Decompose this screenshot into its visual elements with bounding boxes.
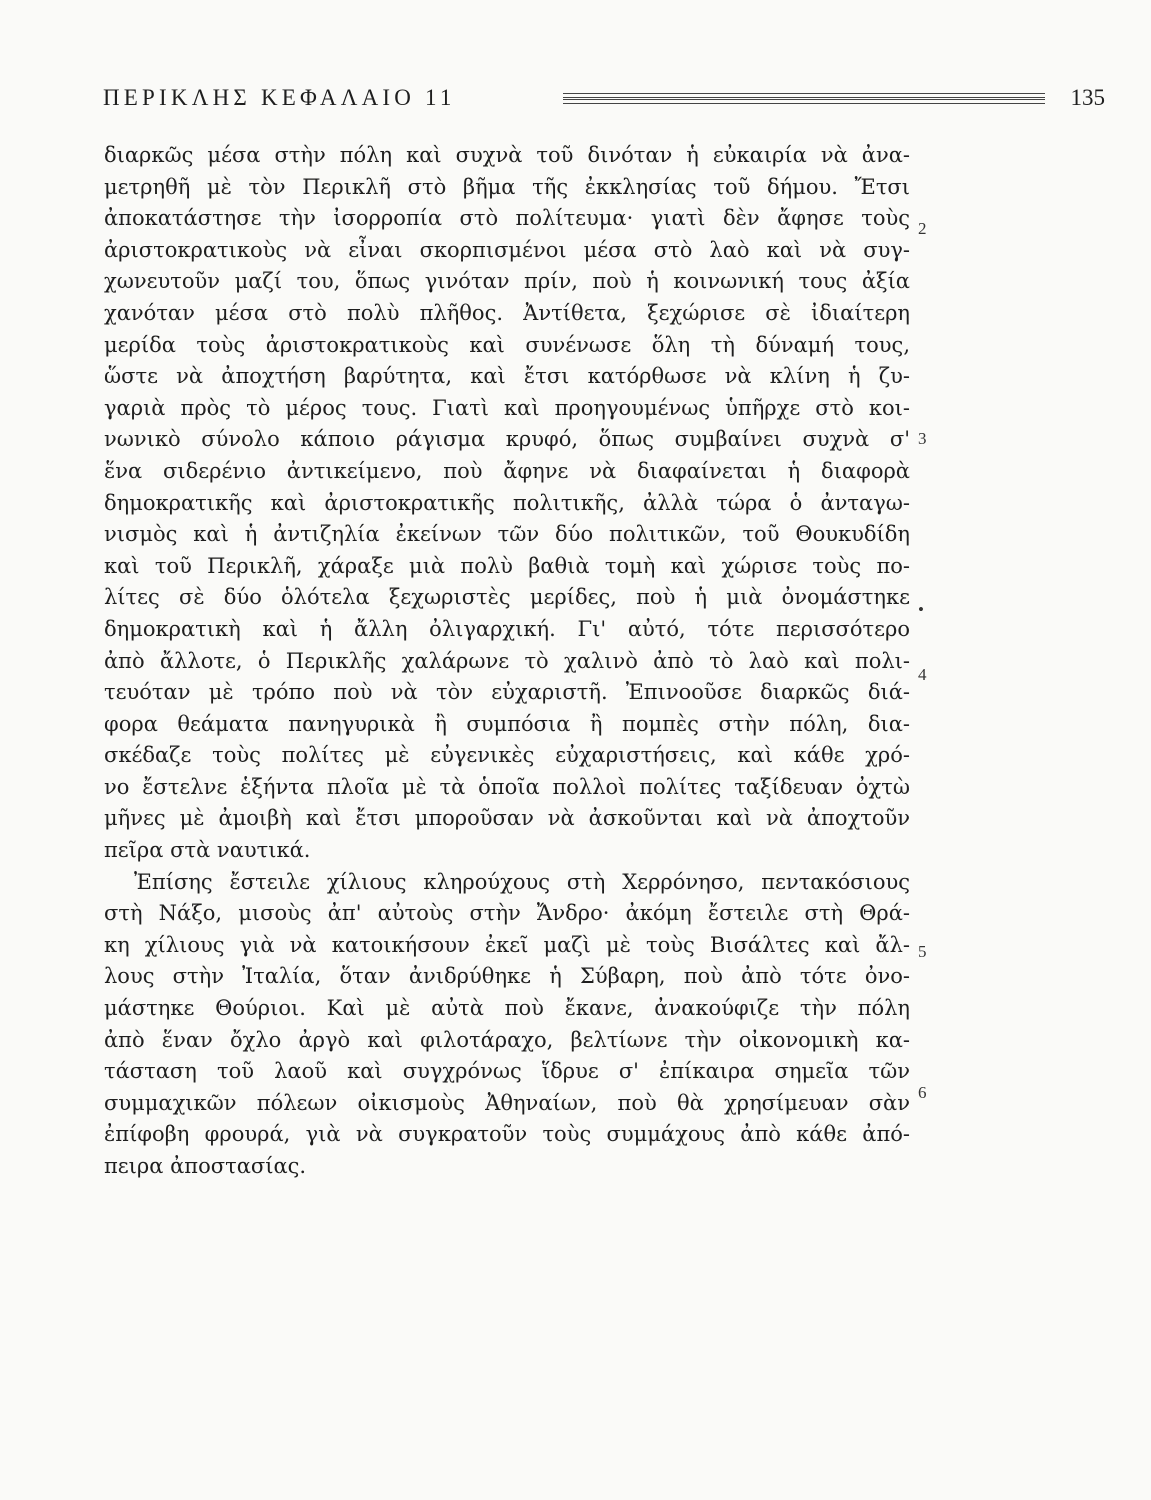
text-line: ἐπίφοβη φρουρά, γιὰ νὰ συγκρατοῦν τοὺς συμμάχους ἀπὸ κάθε ἀπό- [104, 1122, 910, 1147]
header-rule [563, 93, 1045, 98]
text-line: διαρκῶς μέσα στὴν πόλη καὶ συχνὰ τοῦ δινόταν ἡ εὐκαιρία νὰ ἀνα- [104, 143, 910, 167]
text-line: νισμὸς καὶ ἡ ἀντιζηλία ἐκείνων τῶν δύο πολιτικῶν, τοῦ Θουκυδίδη [104, 522, 910, 547]
text-line: τευόταν μὲ τρόπο ποὺ νὰ τὸν εὐχαριστῆ. Ἐπινοοῦσε διαρκῶς διά- [104, 680, 910, 705]
text-line: νωνικὸ σύνολο κάποιο ράγισμα κρυφό, ὅπως συμβαίνει συχνὰ σ' [104, 427, 910, 452]
running-title: ΠΕΡΙΚΛΗΣ ΚΕΦΑΛΑΙΟ 11 [103, 85, 456, 110]
text-line: κη χίλιους γιὰ νὰ κατοικήσουν ἐκεῖ μαζὶ μὲ τοὺς Βισάλτες καὶ ἄλ- [104, 932, 910, 957]
section-marker: 6 [918, 1083, 927, 1102]
text-line: φορα θεάματα πανηγυρικὰ ἢ συμπόσια ἢ πομπὲς στὴν πόλη, δια- [104, 711, 910, 736]
text-line: μετρηθῆ μὲ τὸν Περικλῆ στὸ βῆμα τῆς ἐκκλησίας τοῦ δήμου. Ἔτσι [104, 174, 910, 199]
text-line: δημοκρατικῆς καὶ ἀριστοκρατικῆς πολιτικῆς, ἀλλὰ τώρα ὁ ἀνταγω- [104, 490, 910, 515]
running-header [103, 82, 1103, 118]
text-line: Ἐπίσης ἔστειλε χίλιους κληρούχους στὴ Χερρόνησο, πεντακόσιους [134, 869, 910, 894]
text-line: συμμαχικῶν πόλεων οἰκισμοὺς Ἀθηναίων, ποὺ θὰ χρησίμευαν σὰν [104, 1090, 910, 1115]
text-line: ὥστε νὰ ἀποχτήση βαρύτητα, καὶ ἔτσι κατόρθωσε νὰ κλίνη ἡ ζυ- [104, 364, 910, 389]
text-line: μερίδα τοὺς ἀριστοκρατικοὺς καὶ συνένωσε ὅλη τὴ δύναμή τους, [104, 332, 910, 357]
text-line: ἕνα σιδερένιο ἀντικείμενο, ποὺ ἄφηνε νὰ διαφαίνεται ἡ διαφορὰ [104, 458, 910, 483]
page-number: 135 [1070, 85, 1105, 110]
text-line: τάσταση τοῦ λαοῦ καὶ συγχρόνως ἵδρυε σ' ἐπίκαιρα σημεῖα τῶν [104, 1059, 910, 1084]
text-line: ἀποκατάστησε τὴν ἰσορροπία στὸ πολίτευμα· γιατὶ δὲν ἄφησε τοὺς [104, 206, 910, 231]
section-marker: 5 [918, 942, 927, 961]
text-line: χωνευτοῦν μαζί του, ὅπως γινόταν πρίν, ποὺ ἡ κοινωνική τους ἀξία [104, 269, 910, 294]
text-line: ἀπὸ ἕναν ὄχλο ἀργὸ καὶ φιλοτάραχο, βελτίωνε τὴν οἰκονομικὴ κα- [104, 1027, 910, 1052]
section-marker: 3 [918, 429, 927, 448]
section-marker: • [918, 600, 924, 619]
text-line: ἀπὸ ἄλλοτε, ὁ Περικλῆς χαλάρωνε τὸ χαλινὸ ἀπὸ τὸ λαὸ καὶ πολι- [104, 648, 910, 673]
section-marker: 4 [918, 665, 927, 684]
text-line: γαριὰ πρὸς τὸ μέρος τους. Γιατὶ καὶ προηγουμένως ὑπῆρχε στὸ κοι- [104, 395, 910, 420]
section-marker: 2 [918, 219, 927, 238]
text-line: στὴ Νάξο, μισοὺς ἀπ' αὐτοὺς στὴν Ἄνδρο· ἀκόμη ἔστειλε στὴ Θρά- [104, 901, 910, 926]
text-line: καὶ τοῦ Περικλῆ, χάραξε μιὰ πολὺ βαθιὰ τομὴ καὶ χώρισε τοὺς πο- [104, 553, 910, 578]
body-text [104, 140, 910, 1183]
text-line: σκέδαζε τοὺς πολίτες μὲ εὐγενικὲς εὐχαριστήσεις, καὶ κάθε χρό- [104, 743, 910, 768]
text-line: πεῖρα στὰ ναυτικά. [104, 838, 311, 863]
text-line: μάστηκε Θούριοι. Καὶ μὲ αὐτὰ ποὺ ἔκανε, ἀνακούφιζε τὴν πόλη [104, 996, 910, 1021]
text-line: χανόταν μέσα στὸ πολὺ πλῆθος. Ἀντίθετα, ξεχώρισε σὲ ἰδιαίτερη [104, 300, 910, 325]
text-line: μῆνες μὲ ἀμοιβὴ καὶ ἔτσι μποροῦσαν νὰ ἀσκοῦνται καὶ νὰ ἀποχτοῦν [104, 806, 910, 831]
text-line: πειρα ἀποστασίας. [104, 1154, 307, 1178]
header-rule [563, 99, 1045, 104]
text-line: λους στὴν Ἰταλία, ὅταν ἀνιδρύθηκε ἡ Σύβαρη, ποὺ ἀπὸ τότε ὀνο- [104, 964, 910, 989]
text-line: ἀριστοκρατικοὺς νὰ εἶναι σκορπισμένοι μέσα στὸ λαὸ καὶ νὰ συγ- [104, 237, 910, 262]
text-line: νο ἔστελνε ἑξήντα πλοῖα μὲ τὰ ὁποῖα πολλοὶ πολίτες ταξίδευαν ὀχτὼ [104, 774, 910, 799]
text-line: λίτες σὲ δύο ὁλότελα ξεχωριστὲς μερίδες, ποὺ ἡ μιὰ ὀνομάστηκε [104, 585, 910, 610]
text-line: δημοκρατικὴ καὶ ἡ ἄλλη ὀλιγαρχική. Γι' αὐτό, τότε περισσότερο [104, 616, 910, 641]
